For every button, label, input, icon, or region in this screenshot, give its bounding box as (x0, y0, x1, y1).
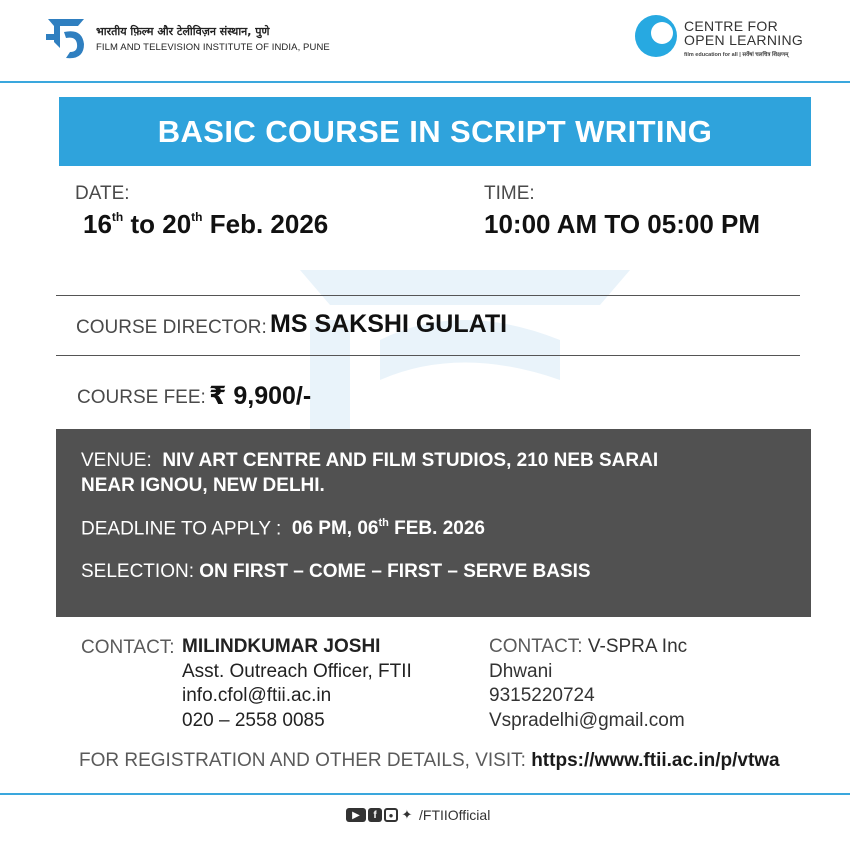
cfol-logo-icon (634, 14, 678, 58)
date-day-end-suffix: th (191, 210, 203, 225)
deadline-time: 06 PM, 06 (291, 518, 379, 540)
selection-label: SELECTION: (81, 561, 194, 582)
date-day-start-suffix: th (111, 210, 124, 225)
venue-line2 (81, 475, 325, 497)
cfol-name-block (684, 19, 803, 58)
instagram-icon: ● (384, 808, 398, 822)
contact-left-label: CONTACT: (81, 637, 175, 658)
registration-line (79, 750, 780, 772)
cfol-tagline: film education for all | सर्वेषां चलचित्र शिक्षणम् (684, 52, 789, 58)
deadline-month-year: FEB. 2026 (388, 518, 485, 540)
selection-value: ON FIRST – COME – FIRST – SERVE BASIS (199, 561, 591, 582)
contact-left-role: Asst. Outreach Officer, FTII (182, 660, 412, 682)
date-to: to (123, 209, 163, 239)
selection-line (81, 561, 591, 583)
twitter-icon: ✦ (401, 807, 413, 822)
time-label: TIME: (484, 183, 535, 204)
venue-address-line2: NEAR IGNOU, NEW DELHI. (81, 475, 325, 496)
header-divider (0, 81, 850, 83)
deadline-day-suffix: th (378, 517, 389, 529)
cfol-name-line2: OPEN LEARNING (684, 32, 804, 48)
contact-left-details (182, 635, 412, 733)
ftii-name-english: FILM AND TELEVISION INSTITUTE OF INDIA, PUNE (96, 42, 330, 53)
course-title: BASIC COURSE IN SCRIPT WRITING (157, 113, 713, 149)
deadline-label: DEADLINE TO APPLY : (81, 518, 282, 540)
details-panel (56, 429, 811, 617)
date-day-end: 20 (162, 209, 192, 239)
director-label: COURSE DIRECTOR: (76, 317, 267, 338)
contact-left-email: info.cfol@ftii.ac.in (182, 685, 332, 706)
deadline-value (292, 518, 485, 539)
ftii-name-block (96, 24, 330, 53)
director-name: MS SAKSHI GULATI (270, 310, 508, 338)
cfol-name-line1: CENTRE FOR (684, 18, 778, 34)
divider-line (56, 355, 800, 356)
social-bar (346, 806, 490, 824)
header (0, 0, 850, 82)
deadline-line (81, 518, 485, 540)
divider-line (56, 295, 800, 296)
venue-label: VENUE: (81, 450, 152, 471)
youtube-icon: ▶ (346, 808, 366, 822)
registration-url: https://www.ftii.ac.in/p/vtwa (531, 750, 780, 771)
contact-left-phone: 020 – 2558 0085 (182, 709, 325, 731)
ftii-name-hindi: भारतीय फ़िल्म और टेलीविज़न संस्थान, पुणे (96, 25, 270, 38)
venue-address-line1: NIV ART CENTRE AND FILM STUDIOS, 210 NEB SARAI (162, 450, 659, 471)
date-month-year: Feb. 2026 (202, 209, 329, 239)
contact-right-email: Vspradelhi@gmail.com (489, 709, 685, 731)
social-handle: /FTIIOfficial (419, 807, 491, 823)
fee-label: COURSE FEE: (77, 387, 206, 408)
fee-value: ₹ 9,900/- (209, 382, 312, 410)
course-title-banner (59, 97, 811, 166)
contact-right-phone: 9315220724 (489, 685, 595, 706)
footer-divider (0, 793, 850, 795)
registration-label: FOR REGISTRATION AND OTHER DETAILS, VISIT: (79, 750, 526, 771)
contact-right-line2: Dhwani (489, 660, 553, 682)
venue-line1 (81, 450, 658, 472)
contact-right-org: V-SPRA Inc (587, 636, 688, 657)
contact-right-label: CONTACT: (489, 636, 583, 657)
time-value: 10:00 AM TO 05:00 PM (484, 209, 760, 239)
date-value (83, 209, 328, 240)
date-day-start: 16 (83, 209, 112, 239)
date-label: DATE: (75, 183, 130, 204)
ftii-logo-icon (44, 14, 88, 62)
contact-right-details (489, 635, 687, 733)
contact-left-name: MILINDKUMAR JOSHI (182, 636, 381, 657)
facebook-icon: f (368, 808, 382, 822)
